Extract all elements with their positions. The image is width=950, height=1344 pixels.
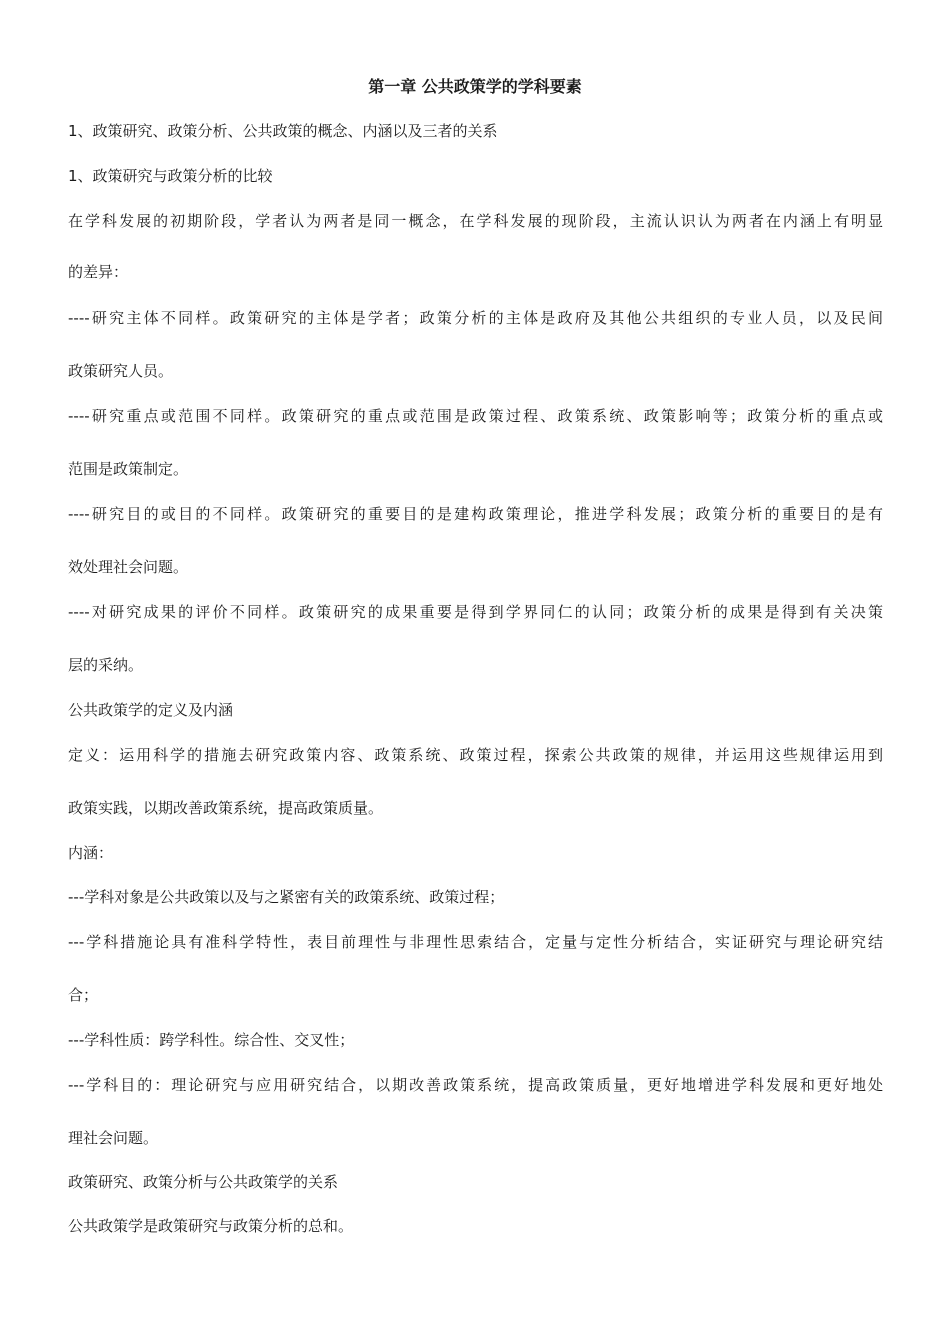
section-heading: 1、政策研究、政策分析、公共政策的概念、内涵以及三者的关系: [68, 122, 498, 140]
paragraph-line: 在学科发展的初期阶段，学者认为两者是同一概念，在学科发展的现阶段，主流认识认为两者在内涵上有明显: [68, 212, 883, 230]
paragraph-line: ---学科性质：跨学科性。综合性、交叉性；: [68, 1031, 355, 1049]
paragraph-line: ----研究重点或范围不同样。政策研究的重点或范围是政策过程、政策系统、政策影响等；政策分析的重点或: [68, 407, 883, 425]
paragraph-line: ----对研究成果的评价不同样。政策研究的成果重要是得到学界同仁的认同；政策分析的成果是得到有关决策: [68, 603, 883, 621]
paragraph-line: 效处理社会问题。: [68, 558, 189, 576]
subsection-heading: 公共政策学的定义及内涵: [68, 701, 234, 719]
subsection-heading: 政策研究、政策分析与公共政策学的关系: [68, 1173, 339, 1191]
paragraph-line: 政策研究人员。: [68, 362, 174, 380]
paragraph-line: ---学科措施论具有准科学特性，表目前理性与非理性思索结合，定量与定性分析结合，实证研究与理论研究结: [68, 933, 883, 951]
paragraph-line: 层的采纳。: [68, 656, 144, 674]
paragraph-line: 理社会问题。: [68, 1129, 159, 1147]
paragraph-line: ---学科对象是公共政策以及与之紧密有关的政策系统、政策过程；: [68, 888, 505, 906]
chapter-title: 第一章 公共政策学的学科要素: [368, 77, 582, 96]
paragraph-line: 定义：运用科学的措施去研究政策内容、政策系统、政策过程，探索公共政策的规律，并运用这些规律运用到: [68, 746, 883, 764]
paragraph-line: 范围是政策制定。: [68, 460, 189, 478]
paragraph-line: ----研究主体不同样。政策研究的主体是学者；政策分析的主体是政府及其他公共组织的专业人员，以及民间: [68, 309, 883, 327]
paragraph-line: 内涵：: [68, 844, 114, 862]
paragraph-line: 合；: [68, 986, 99, 1004]
paragraph-line: 公共政策学是政策研究与政策分析的总和。: [68, 1217, 354, 1235]
paragraph-line: 政策实践，以期改善政策系统，提高政策质量。: [68, 799, 384, 817]
paragraph-line: ---学科目的：理论研究与应用研究结合，以期改善政策系统，提高政策质量，更好地增进学科发展和更好地处: [68, 1076, 883, 1094]
paragraph-line: ----研究目的或目的不同样。政策研究的重要目的是建构政策理论，推进学科发展；政策分析的重要目的是有: [68, 505, 883, 523]
paragraph-line: 的差异：: [68, 263, 129, 281]
subsection-heading: 1、政策研究与政策分析的比较: [68, 167, 273, 185]
